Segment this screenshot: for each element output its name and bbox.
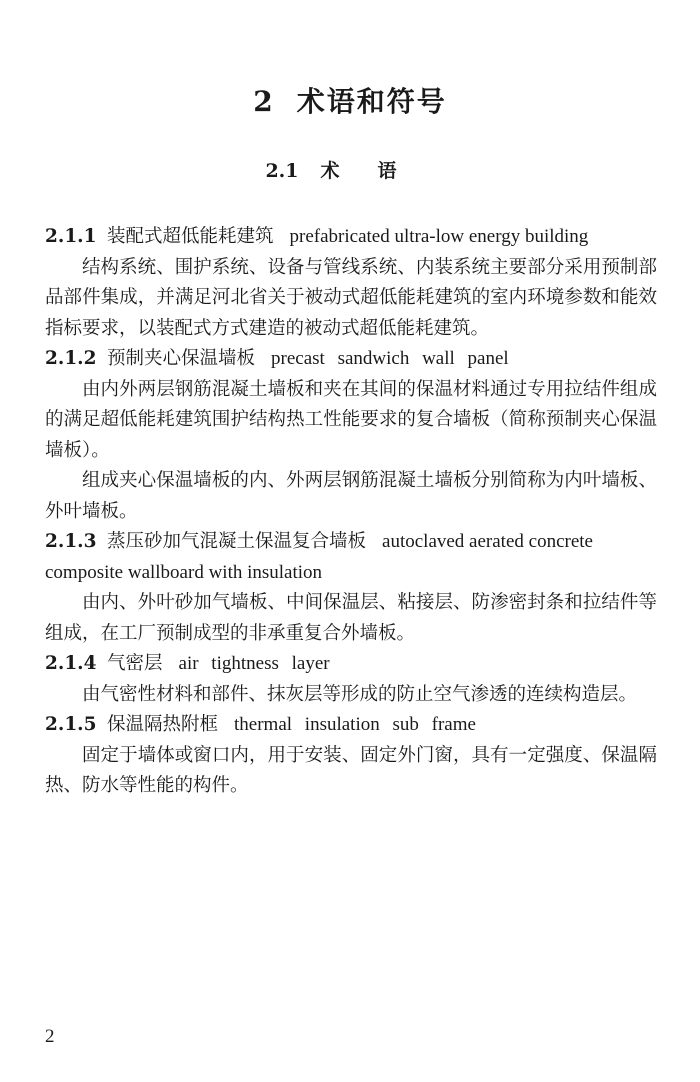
term-heading bbox=[45, 527, 657, 558]
page-number: 2 bbox=[45, 1026, 55, 1047]
chapter-number: 2 bbox=[253, 85, 275, 118]
term-definition: 由内、外叶砂加气墙板、中间保温层、粘接层、防渗密封条和拉结件等组成，在工厂预制成型的非承重复合外墙板。 bbox=[45, 592, 657, 644]
term-english: air tightness layer bbox=[178, 653, 330, 674]
term-english: autoclaved aerated concrete bbox=[382, 531, 593, 552]
term-definition: 由内外两层钢筋混凝土墙板和夹在其间的保温材料通过专用拉结件组成的满足超低能耗建筑围护结构热工性能要求的复合墙板（简称预制夹心保温墙板）。 bbox=[45, 378, 657, 461]
term-chinese: 气密层 bbox=[107, 653, 163, 674]
term-number: 2.1.3 bbox=[45, 531, 97, 552]
term-english: prefabricated ultra-low energy building bbox=[289, 226, 589, 247]
term-chinese: 蒸压砂加气混凝土保温复合墙板 bbox=[107, 531, 367, 552]
term-number: 2.1.1 bbox=[45, 226, 97, 247]
term-heading bbox=[45, 649, 657, 680]
term-chinese: 预制夹心保温墙板 bbox=[107, 348, 256, 369]
term-definition: 固定于墙体或窗口内，用于安装、固定外门窗，具有一定强度、保温隔热、防水等性能的构件。 bbox=[45, 744, 657, 796]
term-english: precast sandwich wall panel bbox=[271, 348, 509, 369]
term-english-continued: composite wallboard with insulation bbox=[45, 561, 323, 583]
term-number: 2.1.2 bbox=[45, 348, 97, 369]
term-number: 2.1.5 bbox=[45, 714, 97, 735]
term-definition: 结构系统、围护系统、设备与管线系统、内装系统主要部分采用预制部品部件集成，并满足河北省关于被动式超低能耗建筑的室内环境参数和能效指标要求，以装配式方式建造的被动式超低能耗建筑。 bbox=[45, 256, 657, 339]
chapter-title bbox=[0, 80, 700, 120]
term-definition: 组成夹心保温墙板的内、外两层钢筋混凝土墙板分别简称为内叶墙板、外叶墙板。 bbox=[45, 470, 657, 522]
term-heading bbox=[45, 222, 657, 253]
term-chinese: 装配式超低能耗建筑 bbox=[107, 226, 274, 247]
term-chinese: 保温隔热附框 bbox=[107, 714, 219, 735]
chapter-title-text: 术语和符号 bbox=[296, 85, 447, 118]
term-number: 2.1.4 bbox=[45, 653, 97, 674]
term-heading bbox=[45, 710, 657, 741]
terms-body bbox=[45, 222, 657, 802]
term-heading bbox=[45, 344, 657, 375]
section-title-text: 术语 bbox=[320, 160, 435, 182]
section-title bbox=[0, 156, 700, 183]
term-definition: 由气密性材料和部件、抹灰层等形成的防止空气渗透的连续构造层。 bbox=[82, 683, 638, 705]
section-number: 2.1 bbox=[265, 160, 299, 182]
term-english: thermal insulation sub frame bbox=[234, 714, 476, 735]
